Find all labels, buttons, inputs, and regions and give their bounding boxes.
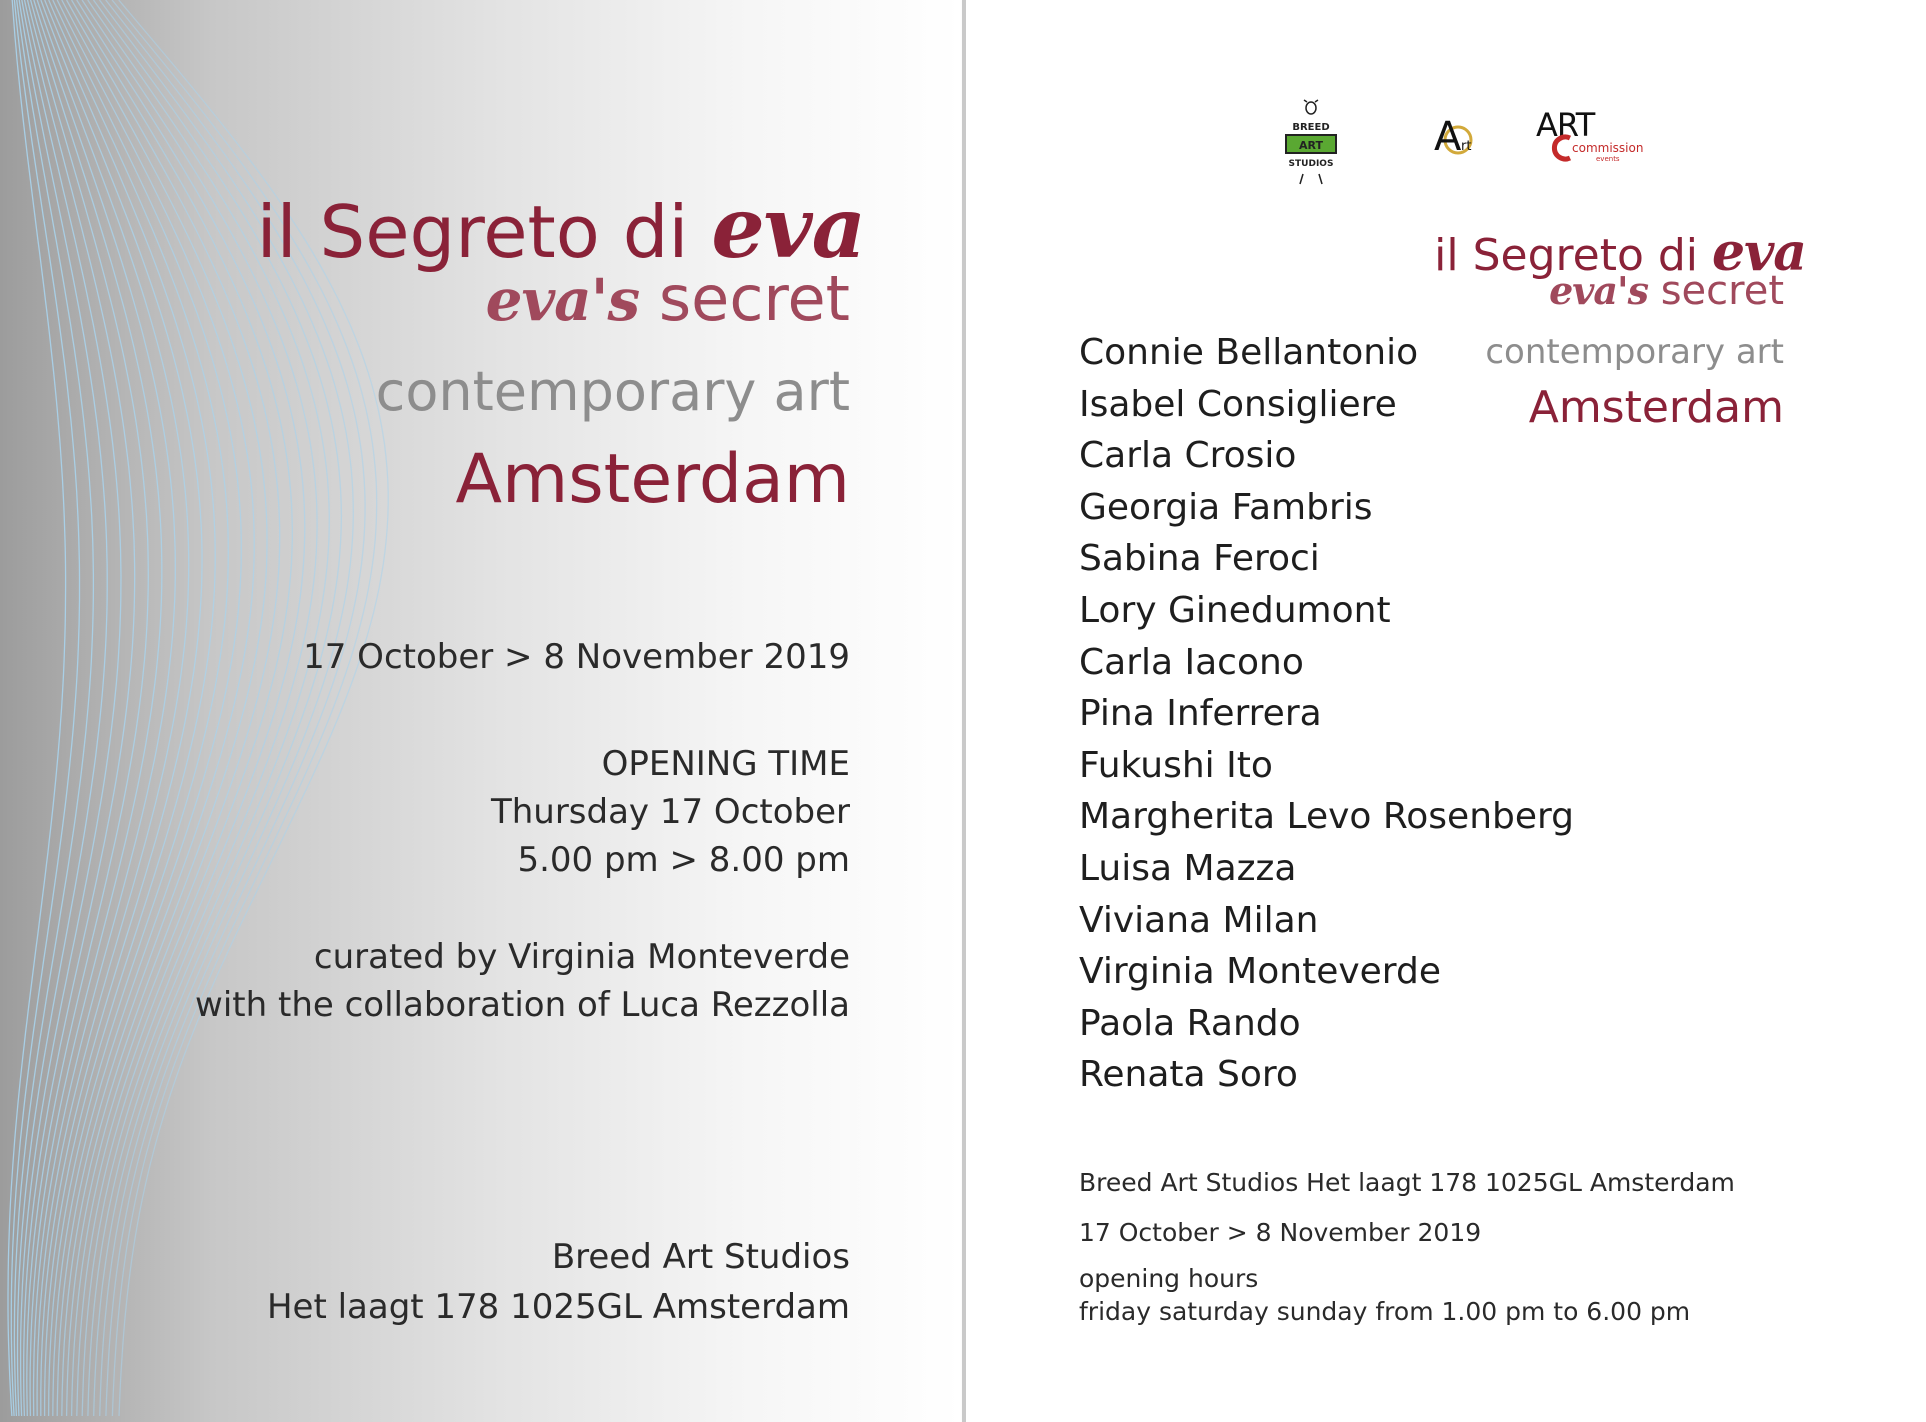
svg-text:ART: ART: [1299, 139, 1323, 152]
wave-line: [11, 0, 79, 1416]
artist-name: Carla Iacono: [1079, 641, 1304, 683]
breed-art-studios-logo: [1278, 100, 1344, 192]
artist-name: Fukushi Ito: [1079, 744, 1273, 786]
svg-text:events: events: [1596, 155, 1620, 163]
contemporary-art-label-small: contemporary art: [1485, 332, 1784, 372]
artist-name: Carla Crosio: [1079, 435, 1297, 477]
city-label-small: Amsterdam: [1528, 382, 1784, 433]
opening-day: Thursday 17 October: [490, 792, 850, 832]
opening-hours-detail: friday saturday sunday from 1.00 pm to 6.00 pm: [1079, 1297, 1691, 1326]
venue-block: [267, 1232, 850, 1332]
sponsor-logos: [1278, 100, 1698, 190]
svg-text:STUDIOS: STUDIOS: [1288, 159, 1334, 169]
opening-hours-heading: opening hours: [1079, 1264, 1259, 1293]
wave-line: [30, 0, 162, 1416]
artist-name: Margherita Levo Rosenberg: [1079, 796, 1575, 838]
exhibition-dates-small: 17 October > 8 November 2019: [1079, 1218, 1482, 1247]
wave-line: [24, 0, 135, 1416]
exhibition-dates: 17 October > 8 November 2019: [303, 637, 850, 677]
artist-name: Viviana Milan: [1079, 899, 1319, 941]
opening-time-block: [491, 740, 850, 884]
wave-line: [53, 0, 242, 1416]
artist-name: Lory Ginedumont: [1079, 589, 1391, 631]
art-circle-logo: [1428, 100, 1488, 170]
artist-name: Renata Soro: [1079, 1054, 1298, 1096]
artist-name: Sabina Feroci: [1079, 538, 1320, 580]
opening-hours-block: [1079, 1262, 1690, 1328]
artist-name: Connie Bellantonio: [1079, 332, 1419, 373]
artist-name: Pina Inferrera: [1079, 693, 1322, 735]
city-label: Amsterdam: [455, 440, 850, 519]
exhibition-title: il Segreto di eva: [256, 178, 865, 277]
venue-line: Breed Art Studios Het laagt 178 1025GL Amsterdam: [1079, 1168, 1735, 1197]
artist-name: Isabel Consigliere: [1079, 383, 1397, 425]
curator-line: curated by Virginia Monteverde: [313, 937, 850, 977]
wave-line: [49, 0, 229, 1416]
contemporary-art-label: contemporary art: [375, 360, 850, 423]
svg-text:BREED: BREED: [1292, 122, 1330, 133]
exhibition-subtitle-small: eva's secret: [1549, 268, 1784, 314]
collaboration-line: with the collaboration of Luca Rezzolla: [195, 985, 850, 1025]
right-page: [966, 0, 1926, 1422]
svg-text:A: A: [1434, 114, 1462, 160]
exhibition-title-small: il Segreto di eva: [1434, 222, 1806, 283]
svg-text:commission: commission: [1572, 141, 1644, 155]
art-commission-events-logo: [1534, 100, 1644, 170]
opening-time-heading: OPENING TIME: [601, 744, 850, 784]
venue-name: Breed Art Studios: [551, 1237, 850, 1277]
wave-line: [45, 0, 216, 1416]
artist-name: Georgia Fambris: [1079, 486, 1373, 528]
artist-list: [1079, 327, 1574, 1101]
opening-hours: 5.00 pm > 8.00 pm: [517, 840, 850, 880]
artist-name: Paola Rando: [1079, 1002, 1301, 1044]
svg-text:rt: rt: [1461, 139, 1472, 154]
exhibition-subtitle: eva's secret: [485, 262, 850, 335]
left-page: [0, 0, 962, 1422]
venue-address: Het laagt 178 1025GL Amsterdam: [266, 1287, 850, 1327]
artist-name: Virginia Monteverde: [1079, 951, 1441, 993]
artist-name: Luisa Mazza: [1079, 847, 1297, 889]
svg-text:ART: ART: [1536, 106, 1595, 144]
curator-block: [195, 933, 850, 1029]
